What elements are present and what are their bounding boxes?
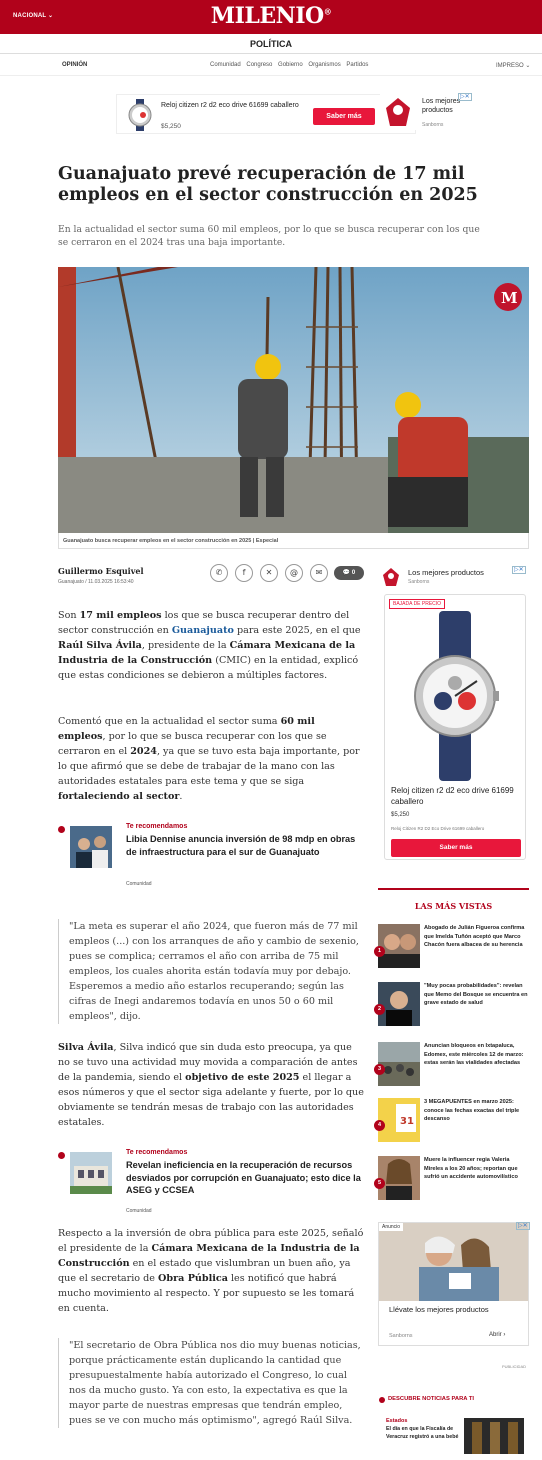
abrir-button[interactable]	[489, 1332, 505, 1338]
opinion-link[interactable]: OPINIÓN	[62, 62, 88, 68]
svg-text:M: M	[501, 289, 518, 307]
saber-mas-button[interactable]: Saber más	[313, 108, 375, 125]
quote-1: "La meta es superar el año 2024, que fueron más de 77 mil empleos (...) con los arranques de año y cambio de sexenio, pues se complica; cerramos el año con arriba de 75 mil empleos, los cuales ahorita están todavía muy por debajo. Esperemos a medio año estarlos recuperando; según las cifras de Inegi andaremos todavía en unos 50 o 60 mil empleos", dijo.	[58, 919, 364, 1024]
most-viewed-item[interactable]	[378, 924, 529, 974]
sanborns-logo-icon	[380, 566, 402, 588]
x-twitter-icon[interactable]: ✕	[260, 564, 278, 582]
item-title[interactable]: "Muy pocas probabilidades": revelan que Memo del Bosque se encuentra en grave estado de salud	[424, 983, 528, 1007]
guanajuato-link[interactable]: Guanajuato	[171, 625, 234, 636]
ad-label: Anuncio	[379, 1223, 403, 1231]
publicidad-label: PUBLICIDAD	[502, 1364, 527, 1369]
ad-brand-text: Los mejores productos	[422, 98, 461, 114]
item-title[interactable]: Abogado de Julián Figueroa confirma que Imelda Tuñón aceptó que Marco Chacón fuera albacea de su herencia	[424, 925, 525, 949]
ad-price: $5,250	[161, 123, 181, 130]
chevron-down-icon: ⌄	[48, 13, 54, 19]
link-gobierno[interactable]: Gobierno	[278, 62, 303, 68]
registered-icon: ®	[323, 6, 332, 17]
comments-count: 0	[351, 570, 356, 576]
rank-badge: 1	[374, 946, 385, 957]
top-ad-banner[interactable]	[116, 94, 416, 134]
arrow-icon	[58, 826, 65, 833]
email-icon[interactable]: ✉	[310, 564, 328, 582]
watch-product-icon	[405, 611, 505, 781]
arrow-icon	[58, 1152, 65, 1159]
ad-choices-icon[interactable]: ▷✕	[518, 1223, 528, 1229]
paragraph-3: Silva Ávila, Silva indicó que sin duda esto preocupa, ya que no se tuvo una actividad muy movida a comparación de antes de la pandemia, siendo el objetivo de este 2025 el llegar a esos números y que el sector siga adelante y fuerte, por lo que obviamente se tendrán mesas de trabajo con las autoridades estatales.	[58, 1042, 364, 1128]
facebook-icon[interactable]: f	[235, 564, 253, 582]
bottom-ad-source: Sanborns	[389, 1333, 413, 1339]
bottom-side-ad[interactable]	[378, 1222, 529, 1346]
ad-choices-icon[interactable]: ▷✕	[514, 567, 524, 573]
discover-thumbnail[interactable]	[464, 1418, 524, 1454]
item-thumbnail	[378, 1098, 420, 1142]
quote-2: "El secretario de Obra Pública nos dio muy buenas noticias, porque prácticamente están duplicando la cantidad que presupuestalmente había autorizado el Congreso, lo cual nos da mucho gusto. Ya con esto, la expectativa es que la mayor parte de nuestras empresas que tendrán empleo, pues se ve con mucho más optimismo", agregó Raúl Silva.	[58, 1338, 364, 1428]
side-ad[interactable]	[380, 566, 530, 862]
item-thumbnail	[378, 924, 420, 968]
rec-thumbnail	[70, 1152, 112, 1194]
most-viewed-item[interactable]	[378, 982, 529, 1032]
author-name[interactable]: Guillermo Esquivel	[58, 566, 144, 576]
nav-label: NACIONAL	[13, 13, 47, 19]
side-ad-card[interactable]	[384, 594, 526, 860]
threads-icon[interactable]: @	[285, 564, 303, 582]
bottom-ad-title: Llévate los mejores productos	[389, 1305, 489, 1314]
rec-category[interactable]: Comunidad	[126, 881, 152, 887]
ad-choices-icon[interactable]: ▷✕	[460, 94, 470, 100]
discover-heading: DESCUBRE NOTICIAS PARA TI	[388, 1396, 474, 1402]
logo[interactable]	[0, 3, 542, 29]
most-viewed-item[interactable]	[378, 1042, 529, 1092]
side-ad-price: $5,250	[391, 812, 410, 818]
chevron-right-icon: ›	[503, 1332, 506, 1338]
link-organismos[interactable]: Organismos	[308, 62, 341, 68]
price-drop-badge: BAJADA DE PRECIO	[389, 599, 445, 609]
rec-category[interactable]: Comunidad	[126, 1208, 152, 1214]
ad-brand-source: Sanborns	[422, 122, 444, 128]
item-thumbnail	[378, 1156, 420, 1200]
most-viewed-item[interactable]	[378, 1156, 529, 1206]
impreso-menu[interactable]	[496, 62, 530, 69]
side-ad-source: Sanborns	[408, 579, 430, 585]
logo-text: MILENIO	[210, 3, 324, 29]
item-title[interactable]: Muere la influencer regia Valeria Mireles a los 20 años; reportan que sufrió un accidente automovilístico	[424, 1157, 518, 1181]
article-title: Guanajuato prevé recuperación de 17 mil empleos en el sector construcción en 2025	[58, 164, 478, 205]
sanborns-logo-icon	[380, 94, 416, 130]
item-title[interactable]: 3 MEGAPUENTES en marzo 2025: conoce las fechas exactas del triple descanso	[424, 1099, 520, 1123]
abrir-label: Abrir	[489, 1332, 502, 1338]
discover-section[interactable]: Estados	[386, 1418, 408, 1424]
rank-badge: 5	[374, 1178, 385, 1189]
divider	[378, 888, 529, 890]
chevron-down-icon: ⌄	[525, 63, 531, 69]
publish-date: Guanajuato / 11.03.2025 16:53:40	[58, 579, 134, 585]
svg-text:31: 31	[400, 1116, 414, 1127]
hero-image	[58, 267, 529, 533]
section-title[interactable]: POLÍTICA	[0, 34, 542, 54]
construction-photo	[58, 267, 529, 533]
recommended-article-1[interactable]	[58, 823, 364, 887]
watch-thumbnail-icon	[123, 99, 157, 131]
paragraph-1: Son 17 mil empleos los que se busca recuperar dentro del sector construcción en Guanajuato para este 2025, en el que Raúl Silva Ávila, presidente de la Cámara Mexicana de la Industria de la Construcción (CMIC) en la entidad, explicó que estas condiciones se debieron a múltiples factores.	[58, 610, 361, 681]
item-title[interactable]: Anuncian bloqueos en Ixtapaluca, Edomex, este miércoles 12 de marzo: estas serán las vialidades afectadas	[424, 1043, 524, 1067]
link-partidos[interactable]: Partidos	[346, 62, 369, 68]
section-links	[210, 62, 372, 68]
link-congreso[interactable]: Congreso	[246, 62, 273, 68]
comments-button[interactable]	[334, 566, 364, 580]
rec-label: Te recomendamos	[126, 823, 188, 830]
recommended-article-2[interactable]	[58, 1149, 364, 1219]
rank-badge: 3	[374, 1064, 385, 1075]
rec-label: Te recomendamos	[126, 1149, 188, 1156]
arrow-icon	[379, 1397, 385, 1403]
rec-thumbnail	[70, 826, 112, 868]
impreso-label: IMPRESO	[496, 63, 524, 69]
item-thumbnail	[378, 1042, 420, 1086]
rank-badge: 2	[374, 1004, 385, 1015]
comment-icon: 💬	[342, 570, 351, 576]
paragraph-4: Respecto a la inversión de obra pública para este 2025, señaló el presidente de la Cámara Mexicana de la Industria de la Construcción en el estado que vislumbran un buen año, ya que el secretario de Obra Pública les notificó que habrá mucho movimiento al respecto. Y por supuesto se les tomará en cuenta.	[58, 1228, 364, 1314]
side-ad-product: Reloj citizen r2 d2 eco drive 61699 caballero	[391, 786, 514, 806]
top-bar	[0, 0, 542, 34]
saber-mas-button[interactable]: Saber más	[391, 839, 521, 857]
rec-title[interactable]: Libia Dennise anuncia inversión de 98 mdp en obras de infraestructura para el sur de Guanajuato	[126, 834, 356, 857]
item-thumbnail	[378, 982, 420, 1026]
article-lede: En la actualidad el sector suma 60 mil empleos, por lo que se busca recuperar con los que se cerraron en el 2024 tras una baja importante.	[58, 224, 480, 248]
paragraph-2: Comentó que en la actualidad el sector suma 60 mil empleos, por lo que se busca recuperar con los que se cerraron en el 2024, ya que se tuvo esta baja importante, por lo que afirmó que se debe de trabajar de la mano con las autoridades estatales para este tema y que se siga fortaleciendo al sector.	[58, 716, 360, 802]
whatsapp-icon[interactable]: ✆	[210, 564, 228, 582]
most-viewed-item[interactable]	[378, 1098, 529, 1148]
side-ad-product-name: Reloj Citizen R2 D2 Eco Drive 61699 caballero	[391, 826, 485, 831]
side-ad-header: Los mejores productos	[408, 568, 484, 577]
hero-caption: Guanajuato busca recuperar empleos en el sector construcción en 2025 | Especial	[58, 533, 529, 549]
discover-title[interactable]: El día en que la Fiscalía de Veracruz registró a una bebé	[386, 1426, 459, 1440]
sub-navigation	[0, 56, 542, 76]
rec-title[interactable]: Revelan ineficiencia en la recuperación de recursos desviados por corrupción en Guanajuato; esto dice la ASEG y CCSEA	[126, 1160, 361, 1195]
ad-image	[379, 1223, 529, 1301]
rank-badge: 4	[374, 1120, 385, 1131]
ad-product-title: Reloj citizen r2 d2 eco drive 61699 caballero	[161, 102, 299, 109]
most-viewed-heading: LAS MÁS VISTAS	[414, 901, 493, 911]
link-comunidad[interactable]: Comunidad	[210, 62, 241, 68]
